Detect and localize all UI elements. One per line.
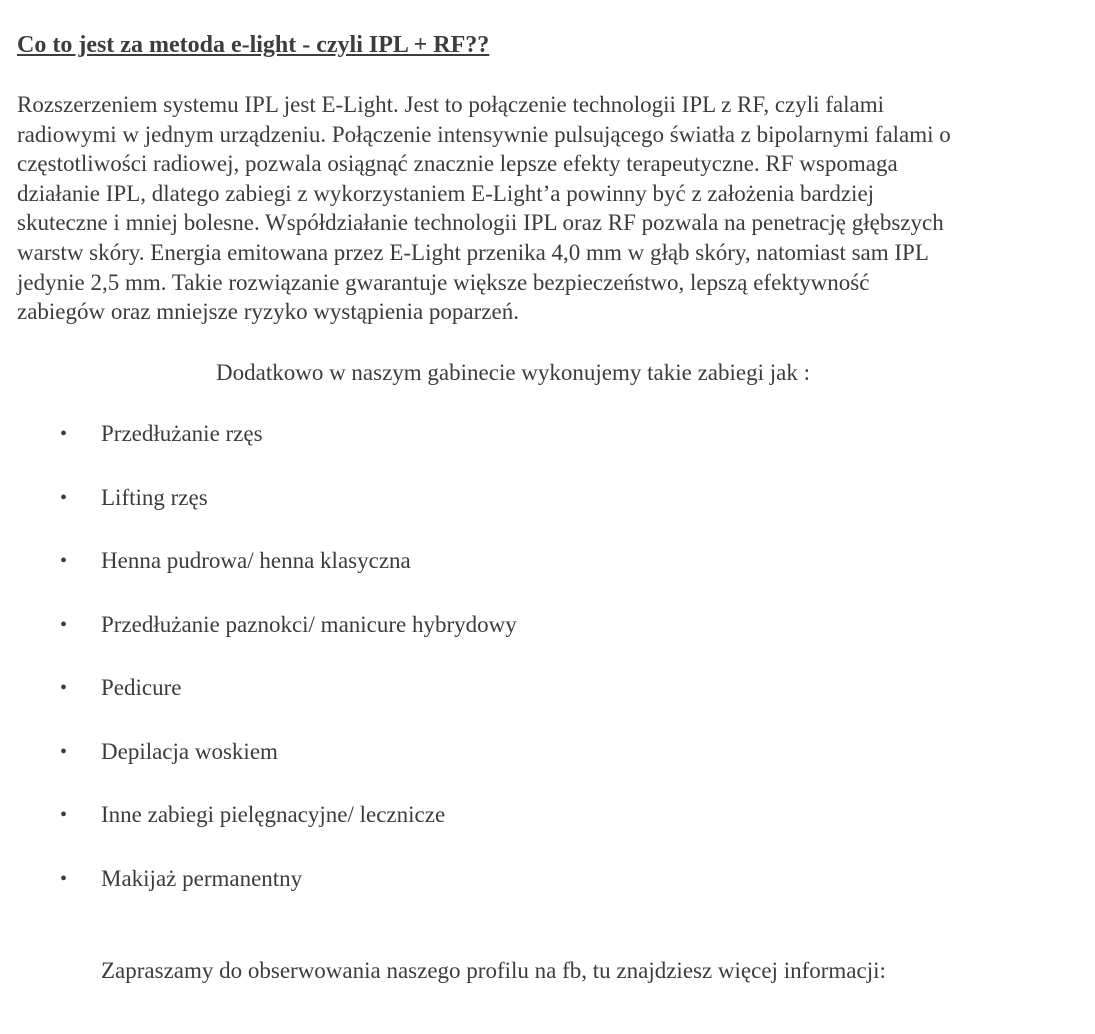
list-item-label: Henna pudrowa/ henna klasyczna <box>101 548 411 573</box>
description-paragraph <box>17 90 1087 327</box>
bullet-icon: • <box>60 677 68 699</box>
bullet-icon: • <box>60 804 68 826</box>
bullet-icon: • <box>60 867 68 890</box>
paragraph-line: częstotliwości radiowej, pozwala osiągnąć znacznie lepsze efekty terapeutyczne. RF wspomaga <box>17 151 898 177</box>
list-item-label: Przedłużanie rzęs <box>101 421 263 446</box>
paragraph-line: jedynie 2,5 mm. Takie rozwiązanie gwarantuje większe bezpieczeństwo, lepszą efektywność <box>17 269 870 295</box>
list-item-label: Depilacja woskiem <box>101 738 278 764</box>
facebook-invitation: Zapraszamy do obserwowania naszego profilu na fb, tu znajdziesz więcej informacji: <box>101 958 886 983</box>
bullet-icon: • <box>60 613 68 636</box>
page-title: Co to jest za metoda e-light - czyli IPL + RF?? <box>17 32 490 58</box>
paragraph-line: Rozszerzeniem systemu IPL jest E-Light. Jest to połączenie technologii IPL z RF, czyli falami <box>17 92 885 117</box>
list-item-label: Lifting rzęs <box>101 484 208 510</box>
paragraph-line: radiowymi w jednym urządzeniu. Połączenie intensywnie pulsującego światła z bipolarnymi falami o <box>17 121 951 147</box>
bullet-icon: • <box>60 740 68 763</box>
paragraph-line: warstw skóry. Energia emitowana przez E-Light przenika 4,0 mm w głąb skóry, natomiast sam IPL <box>17 239 929 265</box>
list-item-label: Pedicure <box>101 675 182 700</box>
list-item-label: Przedłużanie paznokci/ manicure hybrydowy <box>101 611 517 637</box>
bullet-icon: • <box>60 486 68 509</box>
treatments-intro: Dodatkowo w naszym gabinecie wykonujemy takie zabiegi jak : <box>216 360 810 385</box>
paragraph-line: zabiegów oraz mniejsze ryzyko wystąpienia poparzeń. <box>17 299 519 325</box>
paragraph-line: działanie IPL, dlatego zabiegi z wykorzystaniem E-Light’a powinny być z założenia bardziej <box>17 180 875 206</box>
list-item-label: Inne zabiegi pielęgnacyjne/ lecznicze <box>101 802 446 827</box>
list-item-label: Makijaż permanentny <box>101 865 303 891</box>
bullet-icon: • <box>60 550 68 572</box>
bullet-icon: • <box>60 423 68 445</box>
paragraph-line: skuteczne i mniej bolesne. Współdziałanie technologii IPL oraz RF pozwala na penetrację głębszych <box>17 210 944 236</box>
